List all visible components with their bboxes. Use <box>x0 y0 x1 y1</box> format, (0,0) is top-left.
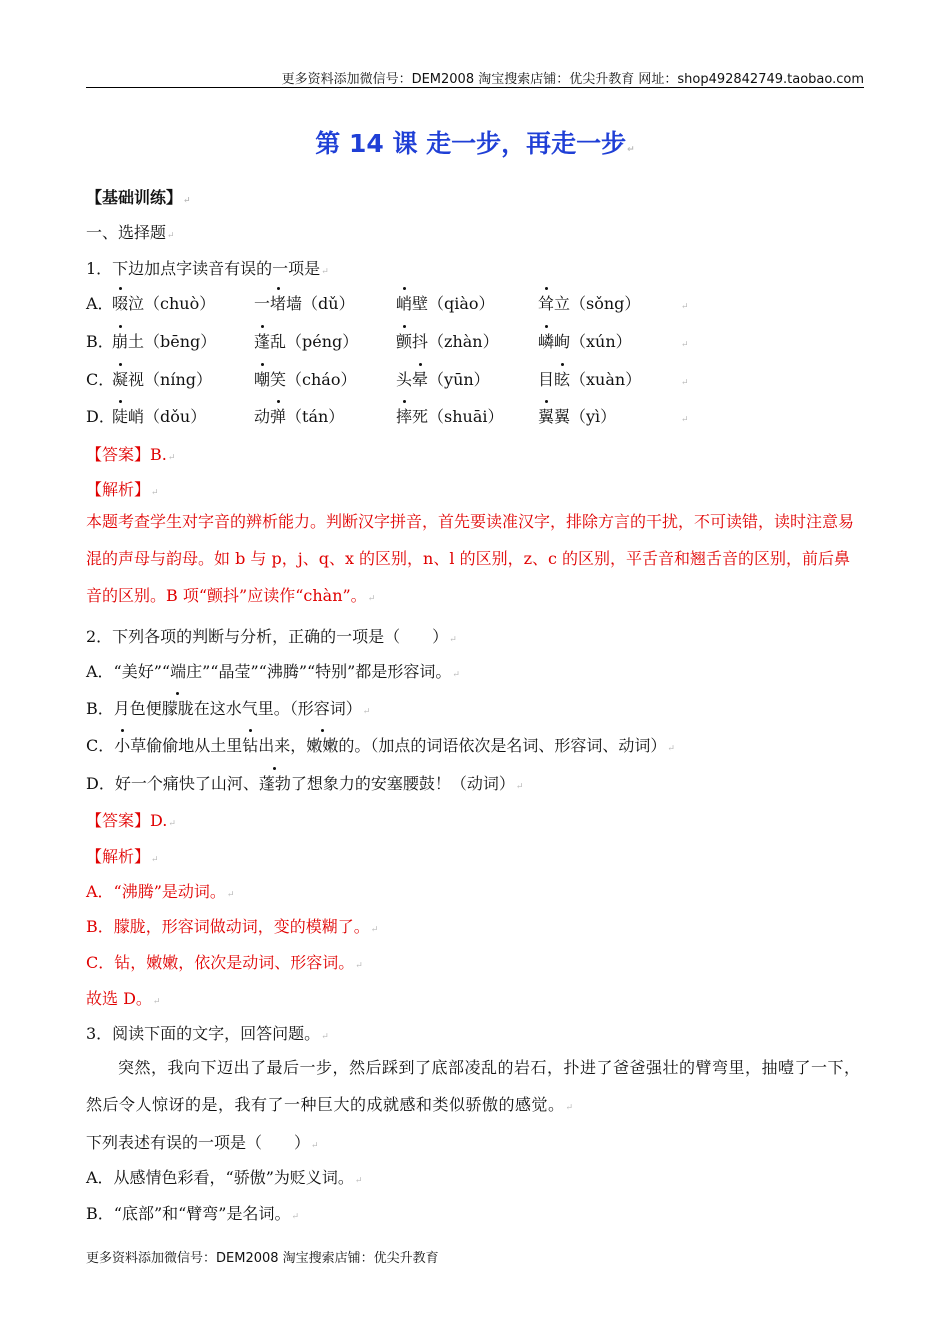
pinyin-option: 嘲笑（cháo） <box>254 367 396 390</box>
q1-analysis: 本题考查学生对字音的辨析能力。判断汉字拼音，首先要读准汉字，排除方言的干扰，不可读错，读时注意易混的声母与韵母。如 b 与 p，j、q、x 的区别，n、l 的区别，z、c 的区别，平舌音和翘舌音的区别，前后鼻音的区别。B 项“颤抖”应读作“chàn”。↵ <box>86 512 855 605</box>
q1-answer: 【答案】B.↵ <box>86 445 176 464</box>
q1-option-row: B．崩土（bēng） 蓬乱（péng） 颤抖（zhàn） 嶙峋（xún） ↵ <box>86 329 689 352</box>
dotted-word: 嫩嫩 <box>306 733 338 756</box>
pinyin-option: 动弹（tán） <box>254 404 396 427</box>
dotted-word: 朦胧 <box>162 696 194 719</box>
dotted-character: 颤 <box>396 329 412 352</box>
q3-question: 下列表述有误的一项是（ ）↵ <box>86 1133 319 1152</box>
q2-option-a: A．“美好”“端庄”“晶莹”“沸腾”“特别”都是形容词。↵ <box>86 662 460 681</box>
dotted-word: 小 <box>114 733 130 756</box>
dotted-character: 翼 <box>538 404 554 427</box>
part-heading: 一、选择题↵ <box>86 223 175 242</box>
dotted-character: 眩 <box>554 367 570 390</box>
pinyin-option: 峭壁（qiào） <box>396 291 538 314</box>
q1-option-row: A．啜泣（chuò） 一堵墙（dǔ） 峭壁（qiào） 耸立（sǒng） ↵ <box>86 291 689 314</box>
pinyin-option: 目眩（xuàn） <box>538 367 680 390</box>
q3-passage: 突然，我向下迈出了最后一步，然后踩到了底部凌乱的岩石，扑进了爸爸强壮的臂弯里，抽噎了一下，然后令人惊讶的是，我有了一种巨大的成就感和类似骄傲的感觉。↵ <box>86 1058 861 1114</box>
dotted-character: 嶙 <box>538 329 554 352</box>
page-header: 更多资料添加微信号：DEM2008 淘宝搜索店铺：优尖升教育 网址：shop492842749.taobao.com <box>281 72 864 87</box>
section-heading: 【基础训练】↵ <box>86 188 191 207</box>
dotted-character: 凝 <box>112 367 128 390</box>
pinyin-option: 摔死（shuāi） <box>396 404 538 427</box>
dotted-character: 摔 <box>396 404 412 427</box>
q3-option-b: B．“底部”和“臂弯”是名词。↵ <box>86 1204 300 1223</box>
header-rule <box>86 87 864 88</box>
dotted-character: 陡 <box>112 404 128 427</box>
dotted-character: 堵 <box>270 291 286 314</box>
q1-option-row: D．陡峭（dǒu） 动弹（tán） 摔死（shuāi） 翼翼（yì） ↵ <box>86 404 689 427</box>
option-letter: A． <box>86 294 114 313</box>
page-footer: 更多资料添加微信号：DEM2008 淘宝搜索店铺：优尖升教育 <box>86 1251 439 1266</box>
dotted-character: 晕 <box>412 367 428 390</box>
q3-option-a: A．从感情色彩看，“骄傲”为贬义词。↵ <box>86 1168 363 1187</box>
lesson-title: 第 14 课 走一步，再走一步↵ <box>315 129 635 158</box>
dotted-word: 蓬勃 <box>259 771 291 794</box>
dotted-character: 崩 <box>112 329 128 352</box>
q2-analysis-label: 【解析】↵ <box>86 847 159 866</box>
dotted-word: 钻 <box>242 733 258 756</box>
dotted-character: 蓬 <box>254 329 270 352</box>
q2-option-c: C．小草偷偷地从土里钻出来，嫩嫩的。（加点的词语依次是名词、形容词、动词）↵ <box>86 733 675 756</box>
q2-option-b: B．月色便朦胧在这水气里。（形容词）↵ <box>86 696 370 719</box>
q1-stem: 1．下边加点字读音有误的一项是↵ <box>86 259 329 278</box>
option-letter: B． <box>86 332 114 351</box>
q2-analysis-a: A．“沸腾”是动词。↵ <box>86 882 235 901</box>
q2-analysis-b: B．朦胧，形容词做动词，变的模糊了。↵ <box>86 917 379 936</box>
dotted-character: 耸 <box>538 291 554 314</box>
pinyin-option: 崩土（bēng） <box>112 329 254 352</box>
pinyin-option: 翼翼（yì） <box>538 404 680 427</box>
pinyin-option: 陡峭（dǒu） <box>112 404 254 427</box>
pinyin-option: 蓬乱（péng） <box>254 329 396 352</box>
option-letter: C． <box>86 370 115 389</box>
dotted-character: 弹 <box>270 404 286 427</box>
q1-analysis-label: 【解析】↵ <box>86 480 159 499</box>
q2-answer: 【答案】D.↵ <box>86 811 176 830</box>
dotted-character: 啜 <box>112 291 128 314</box>
pinyin-option: 头晕（yūn） <box>396 367 538 390</box>
dotted-character: 峭 <box>396 291 412 314</box>
q2-analysis-c: C．钻，嫩嫩，依次是动词、形容词。↵ <box>86 953 363 972</box>
pinyin-option: 嶙峋（xún） <box>538 329 680 352</box>
q2-stem: 2．下列各项的判断与分析，正确的一项是（ ）↵ <box>86 627 457 646</box>
q2-option-d: D．好一个痛快了山河、蓬勃了想象力的安塞腰鼓！（动词）↵ <box>86 771 523 794</box>
pinyin-option: 一堵墙（dǔ） <box>254 291 396 314</box>
pinyin-option: 凝视（níng） <box>112 367 254 390</box>
pinyin-option: 颤抖（zhàn） <box>396 329 538 352</box>
pinyin-option: 耸立（sǒng） <box>538 291 680 314</box>
pinyin-option: 啜泣（chuò） <box>112 291 254 314</box>
q1-option-row: C．凝视（níng） 嘲笑（cháo） 头晕（yūn） 目眩（xuàn） ↵ <box>86 367 689 390</box>
q3-stem: 3．阅读下面的文字，回答问题。↵ <box>86 1024 329 1043</box>
q2-conclusion: 故选 D。↵ <box>86 989 161 1008</box>
option-letter: D． <box>86 407 115 426</box>
dotted-character: 嘲 <box>254 367 270 390</box>
